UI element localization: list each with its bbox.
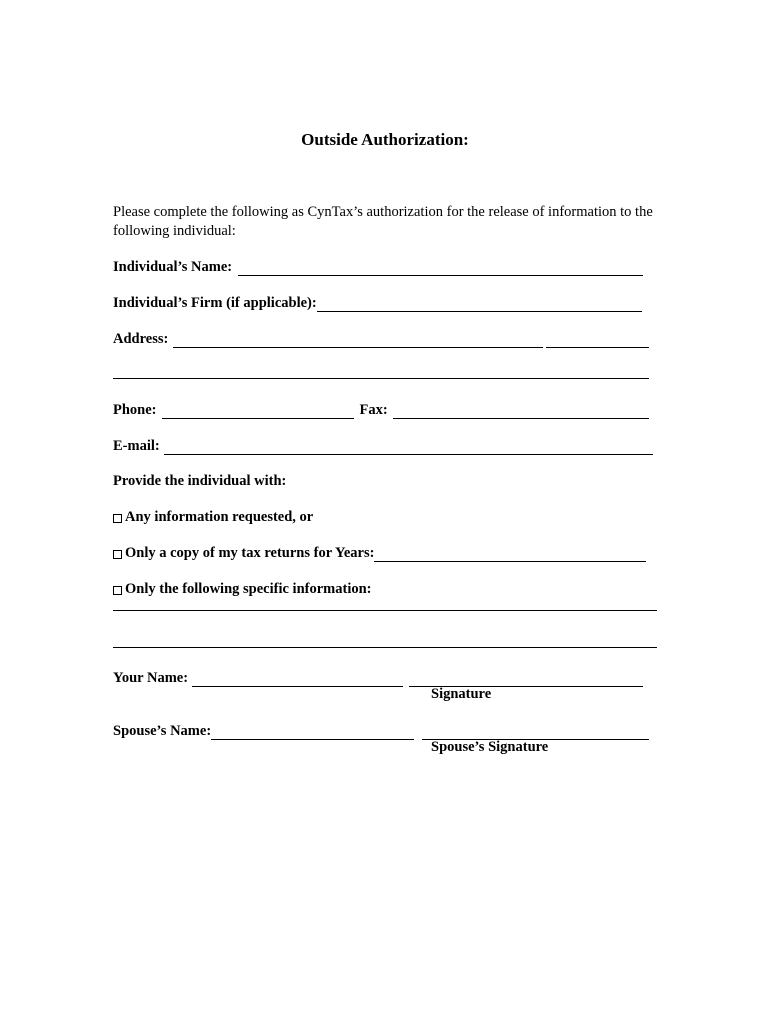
your-name-label: Your Name: <box>113 670 189 686</box>
email-field[interactable] <box>164 440 653 455</box>
spouse-name-row <box>113 720 649 740</box>
option-tax-returns-row <box>113 542 646 562</box>
form-title: Outside Authorization: <box>301 130 469 149</box>
signature-field[interactable] <box>409 672 643 687</box>
address-line-2[interactable] <box>113 378 649 379</box>
address-label: Address: <box>113 331 169 347</box>
spouse-signature-caption: Spouse’s Signature <box>431 739 549 755</box>
spouse-name-label: Spouse’s Name: <box>113 723 212 739</box>
individual-firm-row <box>113 292 642 312</box>
spouse-signature-field[interactable] <box>422 725 649 740</box>
address-row <box>113 328 649 348</box>
tax-returns-checkbox[interactable] <box>113 550 122 559</box>
tax-returns-label: Only a copy of my tax returns for Years: <box>125 545 375 561</box>
any-info-checkbox[interactable] <box>113 514 122 523</box>
individual-name-row <box>113 256 643 276</box>
specific-info-line-2[interactable] <box>113 647 657 648</box>
your-name-field[interactable] <box>192 672 403 687</box>
provide-heading-row <box>113 470 286 490</box>
address-field-part1[interactable] <box>173 333 543 348</box>
intro-paragraph: Please complete the following as CynTax’s authorization for the release of information to the following individual: <box>113 204 653 239</box>
individual-name-label: Individual’s Name: <box>113 259 233 275</box>
signature-caption: Signature <box>431 686 492 702</box>
phone-field[interactable] <box>162 404 354 419</box>
your-name-row <box>113 667 643 687</box>
fax-label: Fax: <box>359 402 388 418</box>
spouse-name-field[interactable] <box>211 725 414 740</box>
any-info-label: Any information requested, or <box>125 509 314 525</box>
email-label: E-mail: <box>113 438 160 454</box>
option-specific-info-row <box>113 578 372 598</box>
specific-info-line-1[interactable] <box>113 610 657 611</box>
phone-fax-row <box>113 399 649 419</box>
individual-firm-label: Individual’s Firm (if applicable): <box>113 295 317 311</box>
specific-info-checkbox[interactable] <box>113 586 122 595</box>
individual-name-field-part1[interactable] <box>238 261 418 276</box>
option-any-info-row <box>113 506 313 526</box>
specific-info-label: Only the following specific information: <box>125 581 372 597</box>
individual-firm-field[interactable] <box>317 297 642 312</box>
email-row <box>113 435 653 455</box>
tax-years-field[interactable] <box>374 547 646 562</box>
phone-label: Phone: <box>113 402 157 418</box>
individual-name-field-part2[interactable] <box>418 261 643 276</box>
fax-field[interactable] <box>393 404 649 419</box>
address-field-part2[interactable] <box>546 333 649 348</box>
provide-heading: Provide the individual with: <box>113 473 287 489</box>
